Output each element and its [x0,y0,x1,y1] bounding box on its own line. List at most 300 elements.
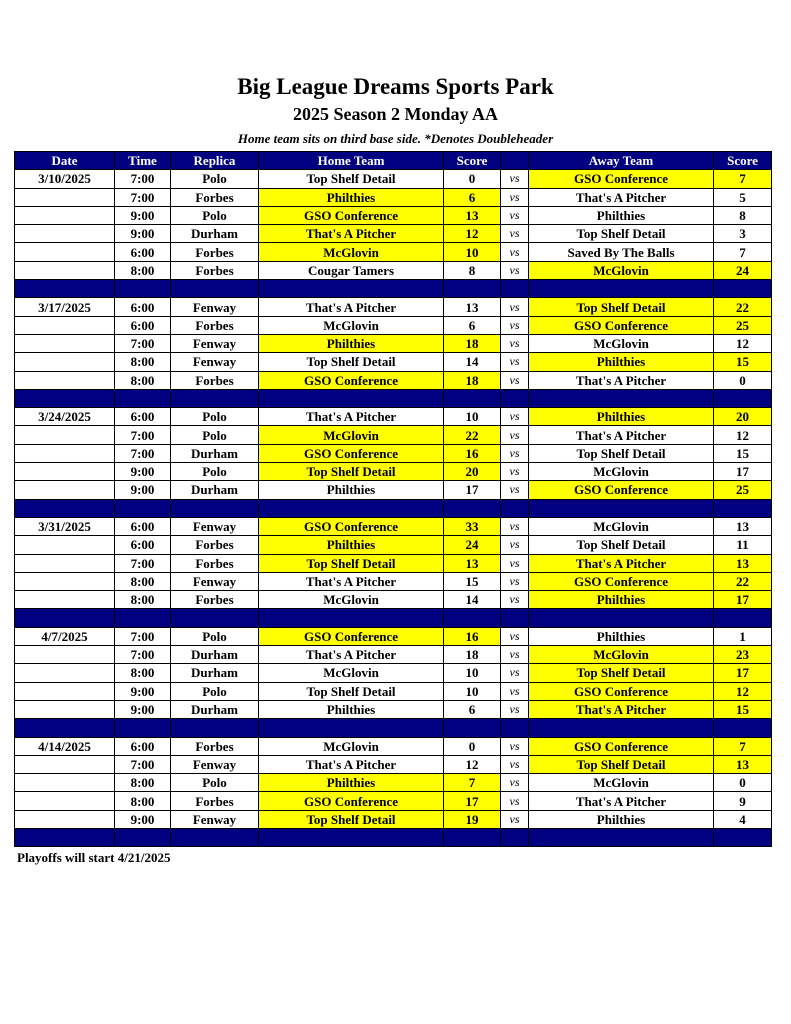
away-team-cell: Top Shelf Detail [529,444,714,462]
away-score-cell: 17 [714,463,772,481]
table-row [15,463,772,481]
vs-cell: vs [501,554,529,572]
table-row [15,408,772,426]
away-score-cell: 9 [714,792,772,810]
home-score-cell: 13 [444,206,501,224]
away-team-cell: Top Shelf Detail [529,298,714,316]
vs-cell: vs [501,536,529,554]
date-cell [15,444,115,462]
week-separator-row [15,389,772,407]
vs-cell: vs [501,225,529,243]
away-score-cell: 22 [714,572,772,590]
vs-cell: vs [501,627,529,645]
date-cell [15,591,115,609]
home-score-cell: 8 [444,261,501,279]
separator-cell [501,719,529,737]
replica-cell: Polo [171,170,259,188]
vs-cell: vs [501,170,529,188]
separator-cell [259,719,444,737]
home-team-cell: That's A Pitcher [259,755,444,773]
table-row [15,261,772,279]
separator-cell [444,499,501,517]
time-cell: 8:00 [115,792,171,810]
replica-cell: Durham [171,664,259,682]
separator-cell [115,719,171,737]
separator-cell [15,389,115,407]
home-team-cell: Philthies [259,188,444,206]
date-cell: 3/10/2025 [15,170,115,188]
separator-cell [15,609,115,627]
away-team-cell: That's A Pitcher [529,792,714,810]
replica-cell: Forbes [171,591,259,609]
vs-cell: vs [501,408,529,426]
separator-cell [171,389,259,407]
away-score-cell: 5 [714,188,772,206]
table-row [15,298,772,316]
away-score-cell: 20 [714,408,772,426]
table-row [15,627,772,645]
home-score-cell: 12 [444,225,501,243]
separator-cell [171,828,259,846]
time-cell: 6:00 [115,408,171,426]
replica-cell: Polo [171,463,259,481]
away-score-cell: 23 [714,646,772,664]
home-team-cell: That's A Pitcher [259,572,444,590]
away-score-cell: 15 [714,353,772,371]
date-cell [15,664,115,682]
date-cell [15,371,115,389]
time-cell: 6:00 [115,243,171,261]
replica-cell: Polo [171,627,259,645]
vs-cell: vs [501,646,529,664]
table-row [15,682,772,700]
home-team-cell: Philthies [259,700,444,718]
date-cell [15,810,115,828]
away-score-cell: 11 [714,536,772,554]
home-score-cell: 10 [444,664,501,682]
vs-cell: vs [501,188,529,206]
home-score-cell: 19 [444,810,501,828]
separator-cell [501,828,529,846]
vs-cell: vs [501,206,529,224]
date-cell [15,774,115,792]
time-cell: 7:00 [115,755,171,773]
home-team-cell: GSO Conference [259,792,444,810]
separator-cell [15,828,115,846]
table-row [15,536,772,554]
home-score-cell: 13 [444,298,501,316]
vs-cell: vs [501,426,529,444]
time-cell: 7:00 [115,444,171,462]
date-cell [15,481,115,499]
separator-cell [529,499,714,517]
away-score-cell: 15 [714,444,772,462]
time-cell: 7:00 [115,170,171,188]
replica-cell: Fenway [171,334,259,352]
away-score-cell: 1 [714,627,772,645]
away-team-cell: GSO Conference [529,170,714,188]
time-cell: 9:00 [115,225,171,243]
vs-cell: vs [501,774,529,792]
home-score-cell: 17 [444,481,501,499]
table-row [15,188,772,206]
table-row [15,334,772,352]
home-score-cell: 10 [444,408,501,426]
table-row [15,371,772,389]
date-cell: 3/31/2025 [15,517,115,535]
away-score-cell: 4 [714,810,772,828]
separator-cell [171,719,259,737]
home-team-cell: That's A Pitcher [259,225,444,243]
table-row [15,646,772,664]
table-row [15,481,772,499]
table-row [15,353,772,371]
date-cell: 4/14/2025 [15,737,115,755]
table-row [15,225,772,243]
date-cell [15,353,115,371]
separator-cell [529,389,714,407]
away-team-cell: McGlovin [529,463,714,481]
replica-cell: Forbes [171,261,259,279]
table-row [15,810,772,828]
away-team-cell: GSO Conference [529,572,714,590]
header-replica: Replica [171,152,259,170]
date-cell [15,243,115,261]
home-team-cell: Philthies [259,536,444,554]
replica-cell: Durham [171,646,259,664]
date-cell [15,316,115,334]
home-score-cell: 18 [444,646,501,664]
vs-cell: vs [501,463,529,481]
vs-cell: vs [501,517,529,535]
time-cell: 9:00 [115,463,171,481]
vs-cell: vs [501,353,529,371]
away-score-cell: 15 [714,700,772,718]
replica-cell: Forbes [171,316,259,334]
home-score-cell: 22 [444,426,501,444]
header-away-score: Score [714,152,772,170]
separator-cell [259,499,444,517]
header-home-team: Home Team [259,152,444,170]
date-cell [15,225,115,243]
time-cell: 9:00 [115,682,171,700]
vs-cell: vs [501,700,529,718]
away-team-cell: McGlovin [529,646,714,664]
vs-cell: vs [501,664,529,682]
home-team-cell: GSO Conference [259,627,444,645]
time-cell: 7:00 [115,554,171,572]
time-cell: 9:00 [115,810,171,828]
home-team-cell: Top Shelf Detail [259,810,444,828]
home-score-cell: 6 [444,316,501,334]
replica-cell: Forbes [171,188,259,206]
table-row [15,737,772,755]
home-score-cell: 13 [444,554,501,572]
date-cell: 3/17/2025 [15,298,115,316]
date-cell: 3/24/2025 [15,408,115,426]
away-score-cell: 7 [714,170,772,188]
time-cell: 6:00 [115,517,171,535]
home-score-cell: 6 [444,700,501,718]
replica-cell: Fenway [171,572,259,590]
away-team-cell: Top Shelf Detail [529,536,714,554]
date-cell [15,188,115,206]
home-score-cell: 7 [444,774,501,792]
away-team-cell: GSO Conference [529,481,714,499]
schedule-table [14,151,772,847]
vs-cell: vs [501,810,529,828]
home-score-cell: 12 [444,755,501,773]
separator-cell [501,499,529,517]
vs-cell: vs [501,591,529,609]
vs-cell: vs [501,444,529,462]
away-score-cell: 25 [714,481,772,499]
table-row [15,243,772,261]
table-row [15,755,772,773]
home-team-cell: McGlovin [259,591,444,609]
away-score-cell: 3 [714,225,772,243]
date-cell [15,463,115,481]
separator-cell [115,499,171,517]
away-team-cell: Saved By The Balls [529,243,714,261]
home-team-cell: Top Shelf Detail [259,682,444,700]
home-team-cell: Philthies [259,481,444,499]
week-separator-row [15,609,772,627]
time-cell: 9:00 [115,700,171,718]
away-team-cell: Top Shelf Detail [529,664,714,682]
date-cell [15,554,115,572]
home-team-cell: McGlovin [259,243,444,261]
home-team-cell: Philthies [259,334,444,352]
home-score-cell: 0 [444,737,501,755]
time-cell: 8:00 [115,572,171,590]
away-score-cell: 12 [714,334,772,352]
away-score-cell: 7 [714,737,772,755]
week-separator-row [15,719,772,737]
home-team-cell: Philthies [259,774,444,792]
vs-cell: vs [501,481,529,499]
home-team-cell: McGlovin [259,316,444,334]
replica-cell: Durham [171,481,259,499]
away-team-cell: McGlovin [529,261,714,279]
replica-cell: Polo [171,426,259,444]
home-score-cell: 18 [444,334,501,352]
away-score-cell: 24 [714,261,772,279]
home-team-cell: GSO Conference [259,206,444,224]
time-cell: 6:00 [115,316,171,334]
home-score-cell: 0 [444,170,501,188]
replica-cell: Forbes [171,243,259,261]
away-score-cell: 7 [714,243,772,261]
time-cell: 6:00 [115,536,171,554]
away-team-cell: Philthies [529,353,714,371]
away-team-cell: Top Shelf Detail [529,755,714,773]
home-team-cell: Cougar Tamers [259,261,444,279]
separator-cell [501,280,529,298]
away-score-cell: 17 [714,664,772,682]
separator-cell [714,389,772,407]
away-team-cell: GSO Conference [529,316,714,334]
table-row [15,170,772,188]
replica-cell: Durham [171,444,259,462]
time-cell: 8:00 [115,371,171,389]
separator-cell [714,828,772,846]
separator-cell [115,609,171,627]
away-score-cell: 13 [714,755,772,773]
table-row [15,316,772,334]
home-score-cell: 18 [444,371,501,389]
home-score-cell: 6 [444,188,501,206]
date-cell [15,682,115,700]
away-score-cell: 13 [714,517,772,535]
replica-cell: Durham [171,225,259,243]
separator-cell [171,499,259,517]
home-score-cell: 33 [444,517,501,535]
separator-cell [444,828,501,846]
separator-cell [714,499,772,517]
separator-cell [501,389,529,407]
away-team-cell: Philthies [529,627,714,645]
time-cell: 6:00 [115,737,171,755]
away-team-cell: GSO Conference [529,682,714,700]
replica-cell: Fenway [171,298,259,316]
separator-cell [15,719,115,737]
header-home-score: Score [444,152,501,170]
separator-cell [529,609,714,627]
away-team-cell: McGlovin [529,774,714,792]
replica-cell: Fenway [171,353,259,371]
time-cell: 7:00 [115,334,171,352]
separator-cell [444,280,501,298]
page-title: Big League Dreams Sports Park [237,74,554,99]
header-date: Date [15,152,115,170]
away-score-cell: 25 [714,316,772,334]
vs-cell: vs [501,316,529,334]
home-score-cell: 24 [444,536,501,554]
date-cell [15,646,115,664]
time-cell: 9:00 [115,206,171,224]
time-cell: 8:00 [115,591,171,609]
away-team-cell: Philthies [529,591,714,609]
separator-cell [714,719,772,737]
table-row [15,517,772,535]
away-score-cell: 0 [714,774,772,792]
separator-cell [259,609,444,627]
home-team-cell: Top Shelf Detail [259,353,444,371]
separator-cell [115,828,171,846]
replica-cell: Polo [171,206,259,224]
table-row [15,444,772,462]
table-row [15,426,772,444]
date-cell [15,206,115,224]
home-team-cell: Top Shelf Detail [259,170,444,188]
replica-cell: Polo [171,774,259,792]
date-cell [15,572,115,590]
header-away-team: Away Team [529,152,714,170]
home-score-cell: 14 [444,591,501,609]
home-team-cell: GSO Conference [259,371,444,389]
separator-cell [529,280,714,298]
away-score-cell: 13 [714,554,772,572]
table-row [15,572,772,590]
away-team-cell: That's A Pitcher [529,188,714,206]
away-team-cell: That's A Pitcher [529,371,714,389]
separator-cell [444,389,501,407]
separator-cell [501,609,529,627]
away-team-cell: McGlovin [529,517,714,535]
away-score-cell: 0 [714,371,772,389]
date-cell [15,792,115,810]
away-team-cell: That's A Pitcher [529,426,714,444]
away-team-cell: Philthies [529,810,714,828]
home-score-cell: 16 [444,627,501,645]
vs-cell: vs [501,755,529,773]
separator-cell [714,280,772,298]
separator-cell [529,719,714,737]
time-cell: 6:00 [115,298,171,316]
away-team-cell: That's A Pitcher [529,700,714,718]
date-cell [15,334,115,352]
time-cell: 7:00 [115,188,171,206]
separator-cell [171,609,259,627]
separator-cell [115,389,171,407]
replica-cell: Polo [171,682,259,700]
table-header-row [15,152,772,170]
home-team-cell: That's A Pitcher [259,298,444,316]
away-team-cell: Philthies [529,206,714,224]
date-cell [15,261,115,279]
time-cell: 9:00 [115,481,171,499]
separator-cell [259,828,444,846]
table-row [15,700,772,718]
replica-cell: Fenway [171,517,259,535]
home-team-cell: GSO Conference [259,444,444,462]
time-cell: 8:00 [115,353,171,371]
vs-cell: vs [501,298,529,316]
playoffs-note: Playoffs will start 4/21/2025 [17,850,171,865]
home-score-cell: 14 [444,353,501,371]
away-team-cell: McGlovin [529,334,714,352]
week-separator-row [15,499,772,517]
vs-cell: vs [501,682,529,700]
home-score-cell: 20 [444,463,501,481]
replica-cell: Forbes [171,371,259,389]
away-team-cell: That's A Pitcher [529,554,714,572]
week-separator-row [15,828,772,846]
replica-cell: Forbes [171,792,259,810]
home-score-cell: 15 [444,572,501,590]
replica-cell: Forbes [171,554,259,572]
home-score-cell: 10 [444,682,501,700]
replica-cell: Fenway [171,755,259,773]
home-team-cell: McGlovin [259,426,444,444]
home-team-cell: McGlovin [259,737,444,755]
home-team-cell: That's A Pitcher [259,646,444,664]
date-cell [15,536,115,554]
time-cell: 7:00 [115,627,171,645]
away-score-cell: 22 [714,298,772,316]
vs-cell: vs [501,243,529,261]
separator-cell [115,280,171,298]
away-score-cell: 8 [714,206,772,224]
date-cell: 4/7/2025 [15,627,115,645]
table-row [15,591,772,609]
replica-cell: Forbes [171,536,259,554]
separator-cell [171,280,259,298]
home-team-cell: McGlovin [259,664,444,682]
week-separator-row [15,280,772,298]
date-cell [15,700,115,718]
